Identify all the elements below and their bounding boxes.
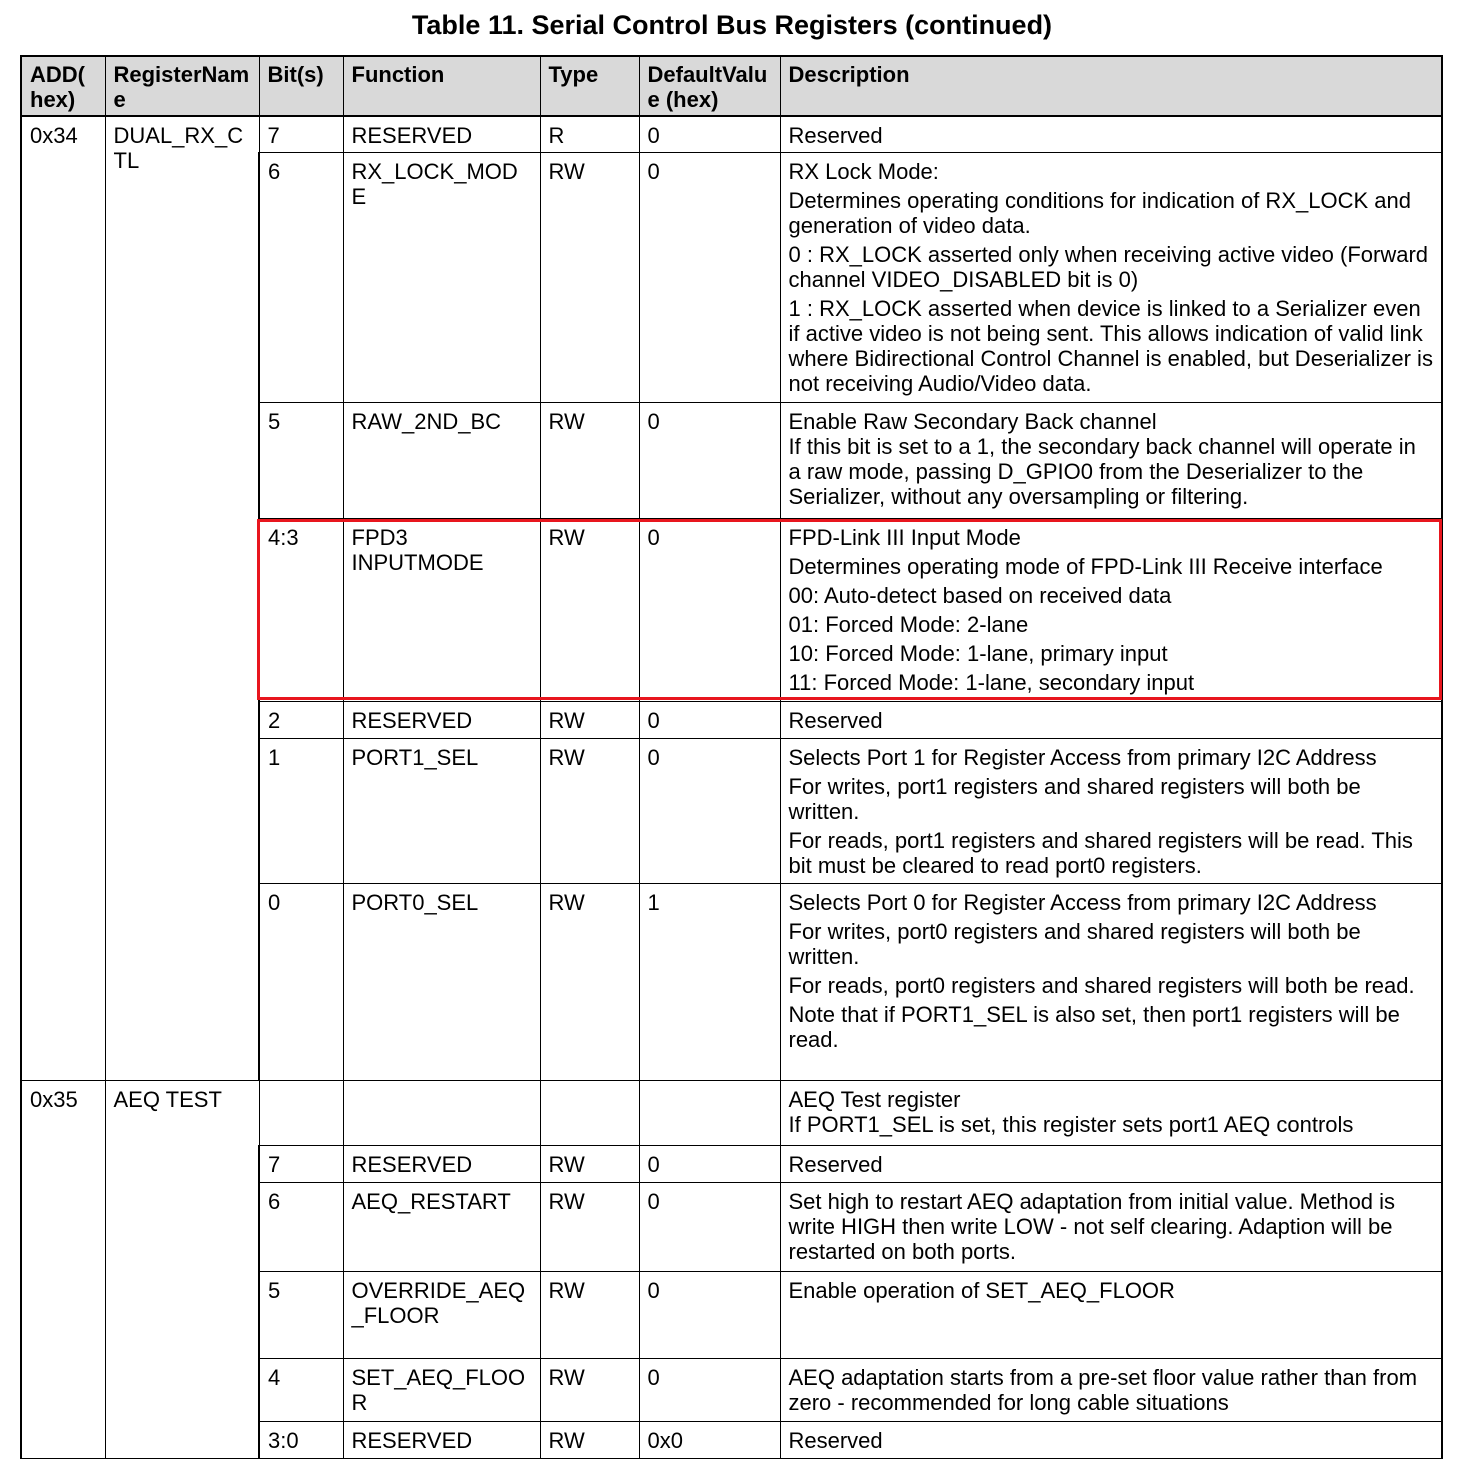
function-cell: FPD3 INPUTMODE <box>343 519 540 702</box>
default-cell: 0x0 <box>639 1422 780 1459</box>
default-cell: 0 <box>639 1359 780 1422</box>
type-cell: RW <box>540 739 639 884</box>
bits-cell: 4:3 <box>259 519 343 702</box>
description-cell: Enable Raw Secondary Back channel If this bit is set to a 1, the secondary back channel will operate in a raw mode, passing D_GPIO0 from the Deserializer to the Serializer, without any oversampling or filtering. <box>780 403 1442 519</box>
header-type: Type <box>540 56 639 116</box>
bits-cell: 6 <box>259 1183 343 1272</box>
function-cell: PORT0_SEL <box>343 884 540 1081</box>
type-cell: RW <box>540 1359 639 1422</box>
type-cell <box>540 1081 639 1146</box>
header-description: Description <box>780 56 1442 116</box>
register-address: 0x35 <box>21 1081 105 1459</box>
default-cell: 0 <box>639 403 780 519</box>
register-address: 0x34 <box>21 116 105 1081</box>
bits-cell: 4 <box>259 1359 343 1422</box>
default-cell: 1 <box>639 884 780 1081</box>
function-cell: PORT1_SEL <box>343 739 540 884</box>
description-cell: AEQ Test register If PORT1_SEL is set, this register sets port1 AEQ controls <box>780 1081 1442 1146</box>
header-add: ADD(hex) <box>21 56 105 116</box>
description-cell: Reserved <box>780 1146 1442 1183</box>
description-cell: FPD-Link III Input Mode Determines operating mode of FPD-Link III Receive interface 00: Auto-detect based on received data 01: Forced Mode: 2-lane 10: Forced Mode: 1-lane, primary input 11: Forced Mode: 1-lane, secondary input <box>780 519 1442 702</box>
function-cell <box>343 1081 540 1146</box>
bits-cell: 0 <box>259 884 343 1081</box>
header-row <box>21 56 1442 116</box>
header-default: DefaultValue (hex) <box>639 56 780 116</box>
bits-cell: 7 <box>259 116 343 153</box>
header-bits: Bit(s) <box>259 56 343 116</box>
bits-cell: 5 <box>259 1272 343 1359</box>
function-cell: AEQ_RESTART <box>343 1183 540 1272</box>
description-cell: Reserved <box>780 116 1442 153</box>
function-cell: RAW_2ND_BC <box>343 403 540 519</box>
default-cell: 0 <box>639 1146 780 1183</box>
type-cell: RW <box>540 1272 639 1359</box>
description-cell: Reserved <box>780 702 1442 739</box>
type-cell: RW <box>540 884 639 1081</box>
default-cell: 0 <box>639 1183 780 1272</box>
description-cell: Selects Port 1 for Register Access from primary I2C Address For writes, port1 registers and shared registers will both be written. For reads, port1 registers and shared registers will be read. This bit must be cleared to read port0 registers. <box>780 739 1442 884</box>
default-cell: 0 <box>639 702 780 739</box>
bits-cell: 1 <box>259 739 343 884</box>
function-cell: OVERRIDE_AEQ_FLOOR <box>343 1272 540 1359</box>
type-cell: R <box>540 116 639 153</box>
type-cell: RW <box>540 1183 639 1272</box>
default-cell: 0 <box>639 739 780 884</box>
type-cell: RW <box>540 519 639 702</box>
header-register-name: RegisterName <box>105 56 259 116</box>
description-cell: Selects Port 0 for Register Access from primary I2C Address For writes, port0 registers and shared registers will both be written. For reads, port0 registers and shared registers will both be read. Note that if PORT1_SEL is also set, then port1 registers will be read. <box>780 884 1442 1081</box>
bits-cell: 7 <box>259 1146 343 1183</box>
bits-cell <box>259 1081 343 1146</box>
bits-cell: 3:0 <box>259 1422 343 1459</box>
description-cell: Set high to restart AEQ adaptation from initial value. Method is write HIGH then write LOW - not self clearing. Adaption will be restarted on both ports. <box>780 1183 1442 1272</box>
header-function: Function <box>343 56 540 116</box>
bits-cell: 2 <box>259 702 343 739</box>
type-cell: RW <box>540 153 639 403</box>
default-cell: 0 <box>639 153 780 403</box>
function-cell: RX_LOCK_MODE <box>343 153 540 403</box>
function-cell: RESERVED <box>343 1422 540 1459</box>
default-cell: 0 <box>639 116 780 153</box>
table-title: Table 11. Serial Control Bus Registers (continued) <box>411 10 1053 40</box>
default-cell: 0 <box>639 1272 780 1359</box>
type-cell: RW <box>540 403 639 519</box>
type-cell: RW <box>540 1146 639 1183</box>
description-cell: Enable operation of SET_AEQ_FLOOR <box>780 1272 1442 1359</box>
description-cell: RX Lock Mode: Determines operating conditions for indication of RX_LOCK and generation of video data. 0 : RX_LOCK asserted only when receiving active video (Forward channel VIDEO_DISABLED bit is 0) 1 : RX_LOCK asserted when device is linked to a Serializer even if active video is not being sent. This allows indication of valid link where Bidirectional Control Channel is enabled, but Deserializer is not receiving Audio/Video data. <box>780 153 1442 403</box>
register-table <box>20 55 1443 1459</box>
register-name: DUAL_RX_CTL <box>105 116 259 1081</box>
function-cell: SET_AEQ_FLOOR <box>343 1359 540 1422</box>
description-cell: AEQ adaptation starts from a pre-set floor value rather than from zero - recommended for long cable situations <box>780 1359 1442 1422</box>
type-cell: RW <box>540 702 639 739</box>
register-name: AEQ TEST <box>105 1081 259 1459</box>
function-cell: RESERVED <box>343 1146 540 1183</box>
type-cell: RW <box>540 1422 639 1459</box>
default-cell: 0 <box>639 519 780 702</box>
function-cell: RESERVED <box>343 702 540 739</box>
bits-cell: 5 <box>259 403 343 519</box>
bits-cell: 6 <box>259 153 343 403</box>
description-cell: Reserved <box>780 1422 1442 1459</box>
table-row <box>21 1081 1442 1146</box>
function-cell: RESERVED <box>343 116 540 153</box>
table-row <box>21 116 1442 153</box>
default-cell <box>639 1081 780 1146</box>
